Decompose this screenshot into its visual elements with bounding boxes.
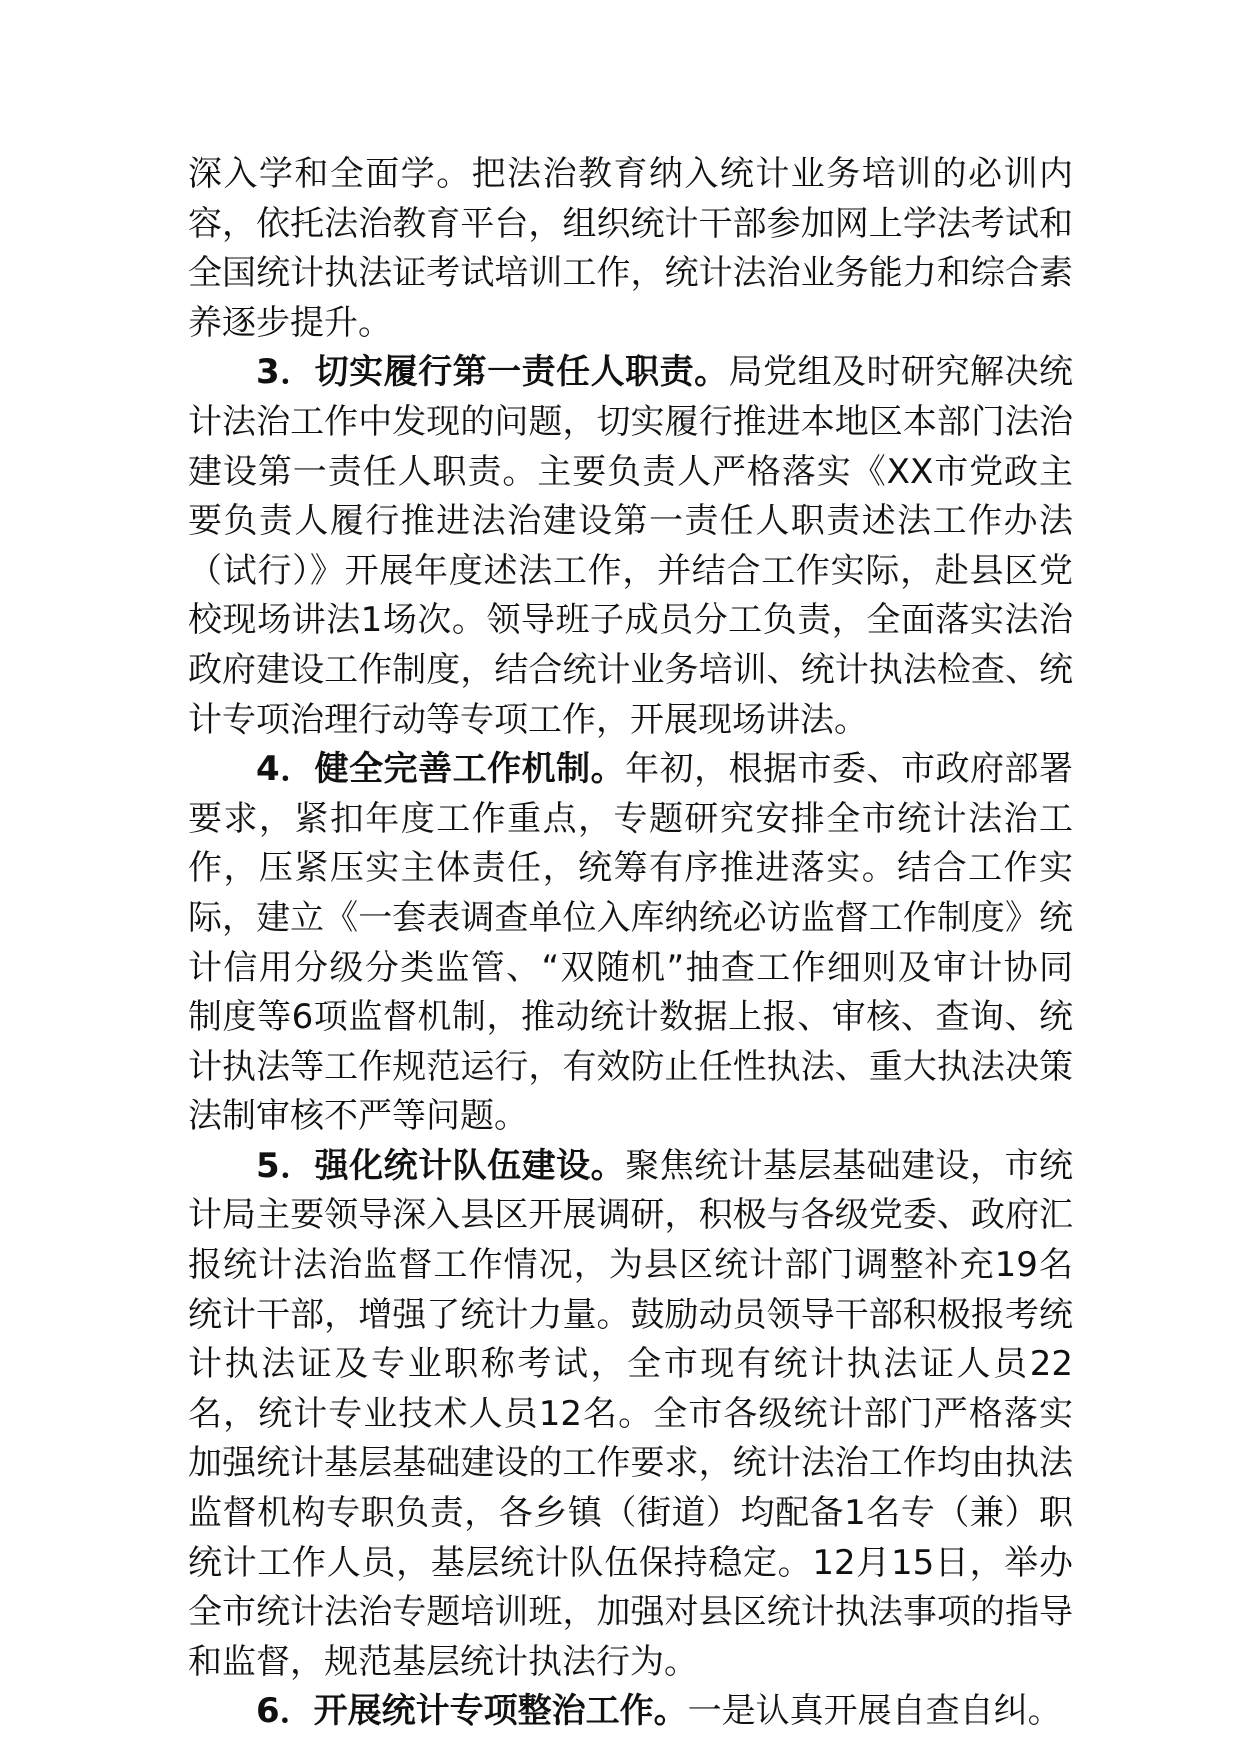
paragraph-text: 年初，根据市委、市政府部署要求，紧扣年度工作重点，专题研究安排全市统计法治工作，压紧压实主体责任，统筹有序推进落实。结合工作实际，建立《一套表调查单位入库纳统必访监督工作制度》统计信用分级分类监管、“双随机”抽查工作细则及审计协同制度等6项监督机制，推动统计数据上报、审核、查询、统计执法等工作规范运行，有效防止任性执法、重大执法决策法制审核不严等问题。 [188, 749, 1073, 1137]
paragraph-heading: 4．健全完善工作机制。 [256, 749, 626, 790]
paragraph-text: 局党组及时研究解决统计法治工作中发现的问题，切实履行推进本地区本部门法治建设第一责任人职责。主要负责人严格落实《XX市党政主要负责人履行推进法治建设第一责任人职责述法工作办法（试行）》开展年度述法工作，并结合工作实际，赴县区党校现场讲法1场次。领导班子成员分工负责，全面落实法治政府建设工作制度，结合统计业务培训、统计执法检查、统计专项治理行动等专项工作，开展现场讲法。 [188, 352, 1074, 740]
document-body [188, 150, 1073, 1737]
paragraph-text: 一是认真开展自查自纠。 [687, 1691, 1062, 1732]
paragraph-heading: 5．强化统计队伍建设。 [256, 1145, 626, 1186]
paragraph-text: 聚焦统计基层基础建设，市统计局主要领导深入县区开展调研，积极与各级党委、政府汇报统计法治监督工作情况，为县区统计部门调整补充19名统计干部，增强了统计力量。鼓励动员领导干部积极报考统计执法证及专业职称考试，全市现有统计执法证人员22名，统计专业技术人员12名。全市各级统计部门严格落实加强统计基层基础建设的工作要求，统计法治工作均由执法监督机构专职负责，各乡镇（街道）均配备1名专（兼）职统计工作人员，基层统计队伍保持稳定。12月15日，举办全市统计法治专题培训班，加强对县区统计执法事项的指导和监督，规范基层统计执法行为。 [188, 1145, 1073, 1682]
paragraph-item-4 [188, 745, 1073, 1142]
paragraph-item-5 [188, 1142, 1073, 1688]
paragraph-heading: 6．开展统计专项整治工作。 [256, 1691, 688, 1732]
paragraph-continuation [188, 150, 1073, 348]
paragraph-item-3 [188, 348, 1073, 745]
paragraph-heading: 3．切实履行第一责任人职责。 [256, 352, 729, 393]
paragraph-item-6 [188, 1687, 1073, 1737]
paragraph-text: 深入学和全面学。把法治教育纳入统计业务培训的必训内容，依托法治教育平台，组织统计干部参加网上学法考试和全国统计执法证考试培训工作，统计法治业务能力和综合素养逐步提升。 [188, 154, 1073, 343]
